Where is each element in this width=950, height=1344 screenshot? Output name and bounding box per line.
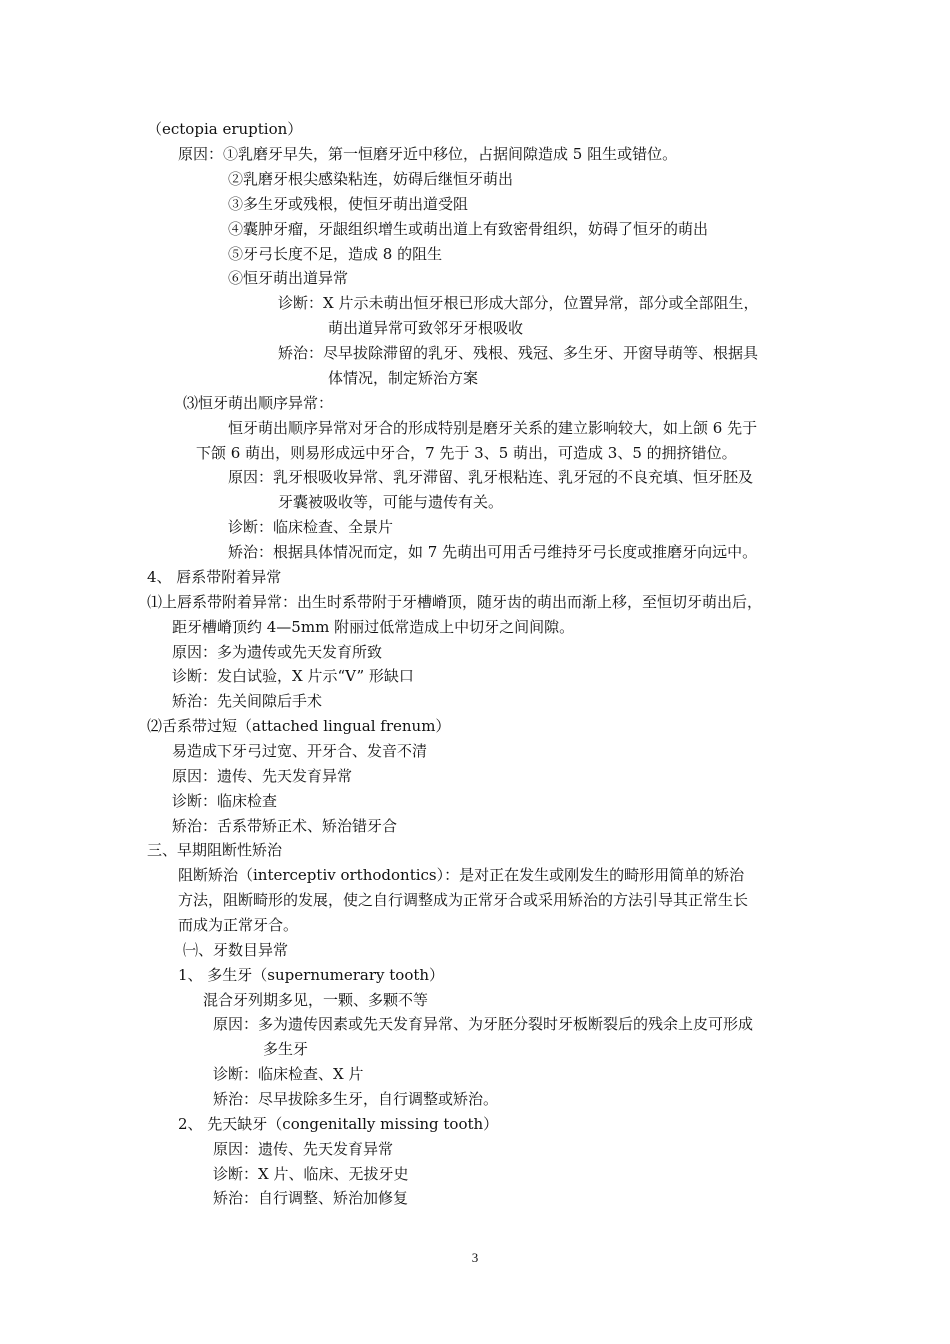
- page-number: 3: [471, 1250, 479, 1265]
- text-line: 矫治：尽早拔除滞留的乳牙、残根、残冠、多生牙、开窗导萌等、根据具: [278, 344, 759, 362]
- text-line: 诊断：X 片示未萌出恒牙根已形成大部分，位置异常，部分或全部阻生，: [278, 294, 759, 312]
- text-line: 原因：遗传、先天发育异常: [172, 767, 353, 785]
- text-line: 诊断：临床检查、全景片: [228, 518, 394, 536]
- text-line: ⑵舌系带过短（attached lingual frenum）: [147, 717, 451, 735]
- text-line: ⑥恒牙萌出道异常: [228, 269, 349, 287]
- text-line: 距牙槽嵴顶约 4—5mm 附丽过低常造成上中切牙之间间隙。: [172, 618, 575, 636]
- text-line: 诊断：发白试验，X 片示“V” 形缺口: [172, 667, 414, 685]
- section-heading: ㈠、牙数目异常: [183, 941, 289, 959]
- text-line: ⑶恒牙萌出顺序异常：: [183, 394, 334, 412]
- text-line: 原因：①乳磨牙早失，第一恒磨牙近中移位，占据间隙造成 5 阻生或错位。: [178, 145, 678, 163]
- text-line: ④囊肿牙瘤，牙龈组织增生或萌出道上有致密骨组织，妨碍了恒牙的萌出: [228, 220, 709, 238]
- text-line: 原因：遗传、先天发育异常: [213, 1140, 394, 1158]
- text-line: 矫治：根据具体情况而定，如 7 先萌出可用舌弓维持牙弓长度或推磨牙向远中。: [228, 543, 758, 561]
- text-line: 阻断矫治（interceptiv orthodontics）：是对正在发生或刚发生的畸形用简单的矫治: [178, 866, 745, 884]
- text-line: 诊断：X 片、临床、无拔牙史: [213, 1165, 409, 1183]
- section-heading: 三、早期阻断性矫治: [147, 841, 283, 859]
- text-line: 矫治：先关间隙后手术: [172, 692, 323, 710]
- text-line: 方法，阻断畸形的发展，使之自行调整成为正常牙合或采用矫治的方法引导其正常生长: [178, 891, 749, 909]
- text-line: ⑴上唇系带附着异常：出生时系带附于牙槽嵴顶，随牙齿的萌出而渐上移，至恒切牙萌出后，: [147, 593, 763, 611]
- text-line: ③多生牙或残根，使恒牙萌出道受阻: [228, 195, 469, 213]
- text-line: 原因：多为遗传或先天发育所致: [172, 643, 383, 661]
- text-line: 而成为正常牙合。: [178, 916, 299, 934]
- text-line: 原因：乳牙根吸收异常、乳牙滞留、乳牙根粘连、乳牙冠的不良充填、恒牙胚及: [228, 468, 754, 486]
- section-heading: 4、 唇系带附着异常: [147, 568, 282, 586]
- text-line: 恒牙萌出顺序异常对牙合的形成特别是磨牙关系的建立影响较大，如上颌 6 先于: [228, 419, 758, 437]
- text-line: ⑤牙弓长度不足，造成 8 的阻生: [228, 245, 443, 263]
- text-line: （ectopia eruption）: [147, 120, 303, 138]
- text-line: 诊断：临床检查: [172, 792, 278, 810]
- text-line: 下颌 6 萌出，则易形成远中牙合，7 先于 3、5 萌出，可造成 3、5 的拥挤错位。: [196, 444, 737, 462]
- text-line: 易造成下牙弓过宽、开牙合、发音不清: [172, 742, 428, 760]
- text-line: 原因：多为遗传因素或先天发育异常、为牙胚分裂时牙板断裂后的残余上皮可形成: [213, 1015, 754, 1033]
- text-line: 萌出道异常可致邻牙牙根吸收: [328, 319, 524, 337]
- section-heading: 2、 先天缺牙（congenitally missing tooth）: [178, 1115, 499, 1133]
- text-line: 矫治：自行调整、矫治加修复: [213, 1189, 409, 1207]
- text-line: ②乳磨牙根尖感染粘连，妨碍后继恒牙萌出: [228, 170, 514, 188]
- text-line: 诊断：临床检查、X 片: [213, 1065, 364, 1083]
- section-heading: 1、 多生牙（supernumerary tooth）: [178, 966, 445, 984]
- text-line: 矫治：尽早拔除多生牙，自行调整或矫治。: [213, 1090, 499, 1108]
- text-line: 多生牙: [263, 1040, 309, 1058]
- text-line: 混合牙列期多见，一颗、多颗不等: [203, 991, 429, 1009]
- text-line: 体情况，制定矫治方案: [328, 369, 479, 387]
- text-line: 矫治：舌系带矫正术、矫治错牙合: [172, 817, 398, 835]
- text-line: 牙囊被吸收等，可能与遗传有关。: [278, 493, 504, 511]
